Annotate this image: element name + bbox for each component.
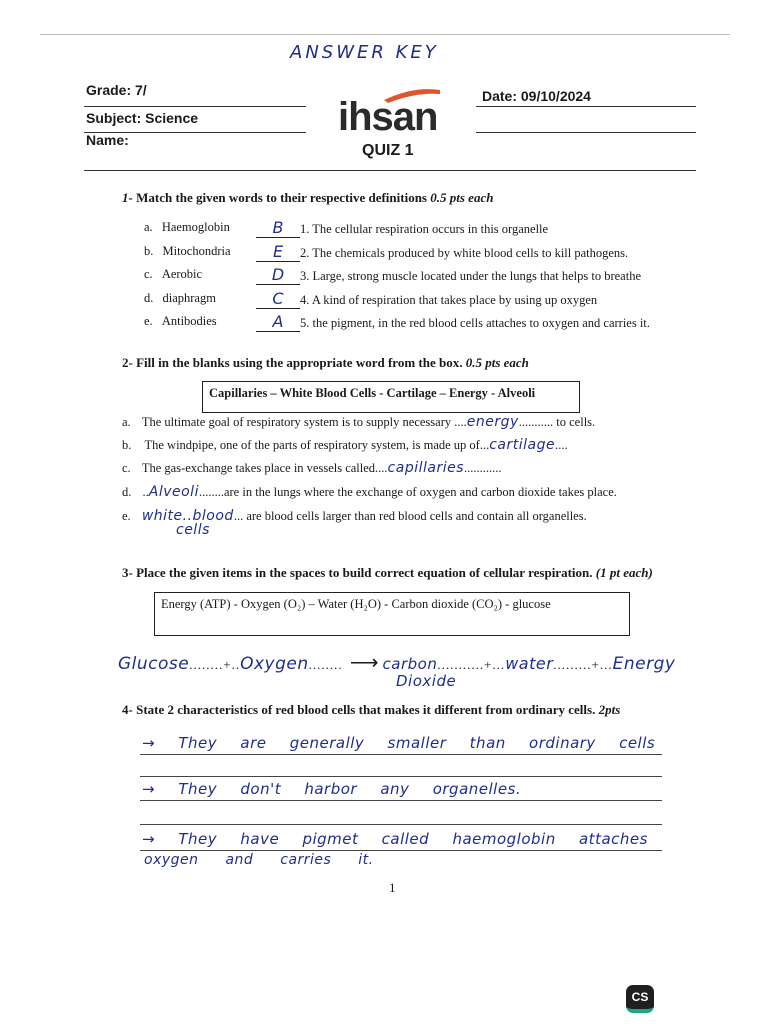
q4-answer-3[interactable]: → They have pigmet called haemoglobin attaches bbox=[142, 830, 648, 848]
eq-carbon[interactable]: carbon bbox=[382, 655, 438, 673]
item-text: ........are in the lungs where the exchange of oxygen and carbon dioxide takes place. bbox=[198, 485, 617, 499]
definition-row bbox=[256, 289, 597, 309]
header-bottom-rule bbox=[84, 170, 696, 171]
fill-item-d bbox=[122, 484, 617, 500]
q1-points: 0.5 pts each bbox=[430, 190, 494, 205]
definition-number: 3. bbox=[300, 269, 310, 283]
handwritten-answer[interactable]: energy bbox=[466, 414, 519, 430]
definition-text: the pigment, in the red blood cells attaches to oxygen and carries it. bbox=[312, 316, 650, 330]
q1-heading bbox=[122, 190, 493, 206]
term-row bbox=[144, 314, 217, 329]
eq-separator: ...........+... bbox=[437, 657, 506, 672]
q4-answer-1[interactable]: → They are generally smaller than ordinary cells bbox=[142, 734, 656, 752]
q4-number: 4- bbox=[122, 702, 133, 717]
q2-points: 0.5 pts each bbox=[465, 355, 529, 370]
answer-blank[interactable]: A bbox=[256, 312, 300, 332]
answer-blank[interactable]: E bbox=[256, 242, 300, 262]
term-letter: a. bbox=[144, 220, 153, 234]
arrow-icon: ⟶ bbox=[349, 652, 379, 674]
eq-glucose[interactable]: Glucose bbox=[118, 654, 190, 674]
term-row bbox=[144, 267, 202, 282]
quiz-title: QUIZ 1 bbox=[362, 142, 414, 159]
definition-row bbox=[256, 218, 548, 238]
handwritten-answer[interactable]: Alveoli bbox=[148, 484, 199, 500]
answer-blank[interactable]: D bbox=[256, 265, 300, 285]
q2-word-box-text: Capillaries – White Blood Cells - Cartilage – Energy - Alveoli bbox=[209, 386, 536, 400]
eq-energy[interactable]: Energy bbox=[612, 654, 676, 674]
item-letter: c. bbox=[122, 461, 131, 475]
q3-title: Place the given items in the spaces to build correct equation of cellular respiration. bbox=[136, 565, 593, 580]
name-label: Name: bbox=[86, 132, 129, 148]
q4-answer-2[interactable]: → They don't harbor any organelles. bbox=[142, 780, 522, 798]
term-word: Mitochondria bbox=[162, 244, 231, 258]
answer-line bbox=[140, 800, 662, 801]
q3-points: (1 pt each) bbox=[595, 565, 653, 580]
q4-answer-3-cont: oxygen and carries it. bbox=[144, 852, 374, 868]
eq-dioxide: Dioxide bbox=[396, 672, 457, 690]
answer-line bbox=[140, 850, 662, 851]
date-rule bbox=[476, 106, 696, 107]
fill-item-b bbox=[122, 437, 568, 453]
term-row bbox=[144, 244, 231, 259]
term-row bbox=[144, 220, 230, 235]
term-word: Aerobic bbox=[161, 267, 203, 281]
item-text: The windpipe, one of the parts of respiratory system, is made up of... bbox=[144, 438, 490, 452]
definition-row bbox=[256, 265, 641, 285]
term-letter: b. bbox=[144, 244, 154, 258]
q4-title: State 2 characteristics of red blood cells that makes it different from ordinary cells. bbox=[136, 702, 596, 717]
camscanner-badge-icon bbox=[626, 985, 654, 1013]
handwritten-answer[interactable]: white..blood bbox=[141, 508, 234, 524]
q2-word-box bbox=[202, 381, 580, 413]
item-letter: a. bbox=[122, 415, 131, 429]
definition-row bbox=[256, 312, 650, 332]
eq-water[interactable]: water bbox=[505, 654, 554, 673]
grade-rule bbox=[84, 106, 306, 107]
answer-blank[interactable]: C bbox=[256, 289, 300, 309]
subject-label: Subject: Science bbox=[86, 110, 199, 126]
date-label: Date: 09/10/2024 bbox=[482, 88, 591, 104]
q4-heading bbox=[122, 702, 620, 718]
q1-title: Match the given words to their respective definitions bbox=[136, 190, 427, 205]
answer-line bbox=[140, 754, 662, 755]
svg-text:ihsan: ihsan bbox=[338, 95, 438, 136]
eq-oxygen[interactable]: Oxygen bbox=[240, 654, 309, 674]
q1-number: 1- bbox=[122, 190, 133, 205]
item-letter: b. bbox=[122, 438, 132, 452]
definition-text: The cellular respiration occurs in this organelle bbox=[312, 222, 549, 236]
q2-heading bbox=[122, 355, 529, 371]
item-text: .. bbox=[142, 485, 149, 499]
item-text: ........... to cells. bbox=[518, 415, 596, 429]
definition-number: 1. bbox=[300, 222, 310, 236]
eq-separator: .........+... bbox=[553, 657, 613, 672]
definition-text: The chemicals produced by white blood cells to kill pathogens. bbox=[312, 246, 629, 260]
term-word: diaphragm bbox=[162, 291, 216, 305]
item-text: ............ bbox=[464, 461, 502, 475]
definition-number: 4. bbox=[300, 293, 310, 307]
fill-item-c bbox=[122, 460, 502, 476]
definition-row bbox=[256, 242, 628, 262]
item-text: The ultimate goal of respiratory system is to supply necessary .... bbox=[141, 415, 467, 429]
q3-word-box bbox=[154, 592, 630, 636]
grade-label: Grade: 7/ bbox=[86, 82, 147, 98]
date-rule-2 bbox=[476, 132, 696, 133]
eq-separator: ........ bbox=[308, 657, 343, 672]
definition-number: 5. bbox=[300, 316, 310, 330]
item-text: .... bbox=[555, 438, 568, 452]
eq-separator: ........+.. bbox=[189, 657, 241, 672]
term-row bbox=[144, 291, 216, 306]
term-word: Haemoglobin bbox=[161, 220, 230, 234]
term-word: Antibodies bbox=[161, 314, 217, 328]
q3-number: 3- bbox=[122, 565, 133, 580]
top-rule bbox=[40, 34, 730, 35]
handwritten-answer[interactable]: cartilage bbox=[489, 437, 556, 453]
term-letter: d. bbox=[144, 291, 154, 305]
term-letter: e. bbox=[144, 314, 153, 328]
item-letter: d. bbox=[122, 485, 132, 499]
handwritten-answer[interactable]: capillaries bbox=[387, 460, 465, 476]
q3-word-box-text: Energy (ATP) - Oxygen (O₂) – Water (H₂O) - Carbon dioxide (CO₂) - glucose bbox=[161, 597, 551, 611]
fill-item-a bbox=[122, 414, 595, 430]
term-letter: c. bbox=[144, 267, 153, 281]
answer-line bbox=[140, 776, 662, 777]
q2-number: 2- bbox=[122, 355, 133, 370]
page-number: 1 bbox=[389, 880, 396, 895]
camscanner-badge-text: CS bbox=[631, 990, 649, 1004]
answer-blank[interactable]: B bbox=[256, 218, 300, 238]
definition-text: Large, strong muscle located under the lungs that helps to breathe bbox=[312, 269, 641, 283]
item-text: ... are blood cells larger than red blood cells and contain all organelles. bbox=[233, 509, 587, 523]
item-letter: e. bbox=[122, 509, 131, 523]
q4-points: 2pts bbox=[598, 702, 621, 717]
item-text: The gas-exchange takes place in vessels called.... bbox=[141, 461, 388, 475]
ihsan-logo bbox=[336, 84, 446, 136]
definition-text: A kind of respiration that takes place by using up oxygen bbox=[311, 293, 598, 307]
handwritten-answer-line2: cells bbox=[176, 522, 210, 538]
q2-title: Fill in the blanks using the appropriate word from the box. bbox=[136, 355, 463, 370]
q3-heading bbox=[122, 565, 653, 581]
definition-number: 2. bbox=[300, 246, 310, 260]
answer-line bbox=[140, 824, 662, 825]
answer-key-heading: ANSWER KEY bbox=[290, 42, 439, 63]
